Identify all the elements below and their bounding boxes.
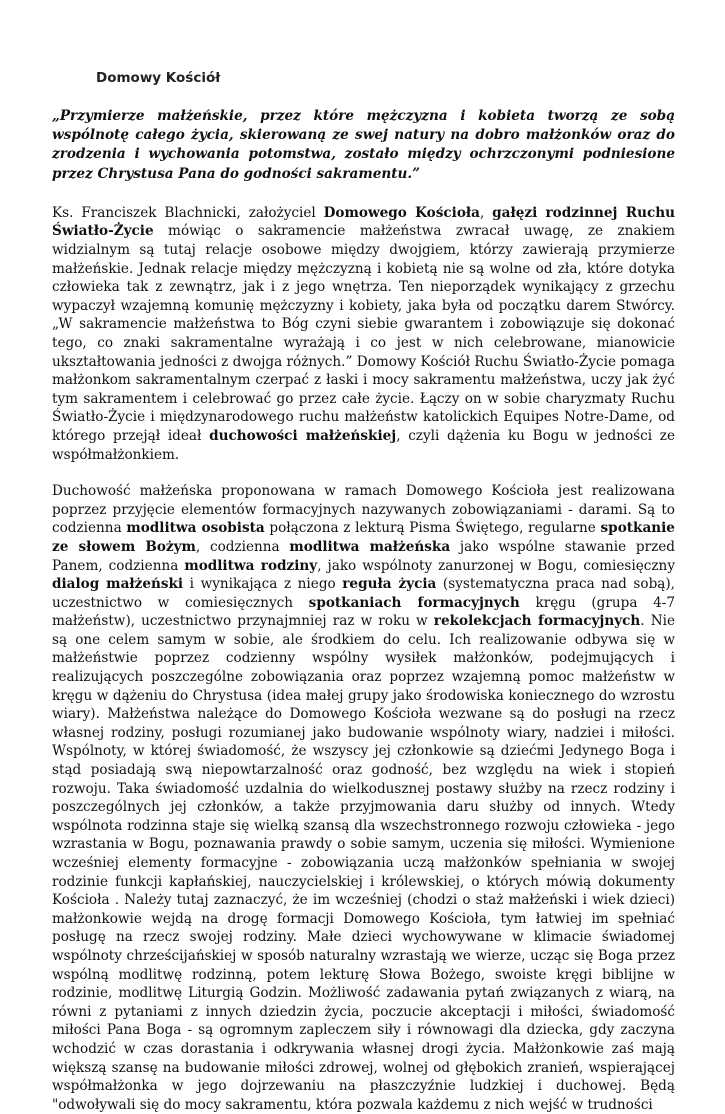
paragraph-text: Duchowość małżeńska proponowana w ramach Domowego Kościoła jest realizowana poprzez przyjęcie elementów formacyjnych nazywanych zobowiązaniami - darami. Są to codzienna xyxy=(52,483,675,537)
paragraph-text: kręgu (grupa 4-7 małżeństw), uczestnictwo przynajmniej raz w roku w xyxy=(52,594,675,630)
bold-term: rekolekcjach formacyjnych xyxy=(433,613,641,630)
paragraph-text: mówiąc o sakramencie małżeństwa zwracał uwagę, ze znakiem widzialnym są tutaj relacje osobowe między dwojgiem, którzy zawierają przymierze małżeńskie. Jednak relacje między mężczyzną i kobietą nie są wolne od zła, które dotyka człowieka tak z zewnątrz, jak i z jego wnętrza. Ten nieporządek wynikający z grzechu wypaczył wzajemną komunię mężczyzny i kobiety, jaka była od początku darem Stwórcy. „W sakramencie małżeństwa to Bóg czyni siebie gwarantem i zobowiązuje się dokonać tego, co znaki sakramentalne wyrażają i co jest w nich celebrowane, mianowicie ukształtowania jedności z dwojga różnych.” Domowy Kościół Ruchu Światło-Życie pomaga małżonkom sakramentalnym czerpać z łaski i mocy sakramentu małżeństwa, uczy jak żyć tym sakramentem i celebrować go przez całe życie. Łączy on w sobie charyzmaty Ruchu Światło-Życie i międzynarodowego ruchu małżeństw katolickich Equipes Notre-Dame, od którego przejął ideał xyxy=(52,223,676,444)
paragraph-text: i wynikająca z niego xyxy=(183,576,343,593)
bold-term: dialog małżeński xyxy=(52,576,184,593)
paragraph-text: jako wspólne stawanie przed Panem, codzienna xyxy=(52,538,676,574)
bold-term: reguła życia xyxy=(342,576,437,593)
paragraph-1 xyxy=(52,204,675,464)
bold-term: modlitwa osobista xyxy=(126,520,265,537)
bold-term: gałęzi rodzinnej Ruchu Światło-Życie xyxy=(52,204,675,240)
document-title: Domowy Kościół xyxy=(96,70,221,86)
paragraph-text: , codzienna xyxy=(195,538,290,555)
paragraph-text: , xyxy=(479,204,493,221)
paragraph-text: , jako wspólnoty zanurzonej w Bogu, comiesięczny xyxy=(317,557,675,574)
paragraph-text: połączona z lekturą Pisma Świętego, regularne xyxy=(264,520,601,537)
paragraph-text: (systematyczna praca nad sobą), uczestnictwo w comiesięcznych xyxy=(52,576,675,611)
bold-term: modlitwa małżeńska xyxy=(289,538,451,555)
bold-term: modlitwa rodziny xyxy=(184,557,318,574)
bold-term: Domowego Kościoła xyxy=(323,204,480,221)
opening-quote: „Przymierze małżeńskie, przez które mężczyzna i kobieta tworzą ze sobą wspólnotę całego życia, skierowaną ze swej natury na dobro małżonków oraz do zrodzenia i wychowania potomstwa, zostało między ochrzczonymi podniesione przez Chrystusa Pana do godności sakramentu.” xyxy=(52,108,675,182)
bold-term: spotkanie ze słowem Bożym xyxy=(52,520,675,555)
paragraph-text: , czyli dążenia ku Bogu w jedności ze współmałżonkiem. xyxy=(52,427,675,463)
paragraph-text: . Nie są one celem samym w sobie, ale środkiem do celu. Ich realizowanie odbywa się w małżeństwie poprzez codzienny wspólny wysiłek małżonków, podejmujących i realizujących poszczególne zobowiązania oraz poprzez wzajemną pomoc małżeństw w kręgu w dążeniu do Chrystusa (idea małej grupy jako środowiska koniecznego do wzrostu wiary). Małżeństwa należące do Domowego Kościoła wezwane są do posługi na rzecz własnej rodziny, posługi rozumianej jako budowanie wspólnoty wiary, nadziei i miłości. Wspólnoty, w której świadomość, że wszyscy jej członkowie są dziećmi Jedynego Boga i stąd posiadają swą niepowtarzalność oraz godność, bez względu na wiek i stopień rozwoju. Taka świadomość uzdalnia do wielkodusznej postawy służby na rzecz rodziny i poszczególnych jej członków, a także przyjmowania daru służby od innych. Wtedy wspólnota rodzinna staje się wielką szansą dla wszechstronnego rozwoju człowieka - jego wzrastania w Bogu, poznawania prawdy o sobie samym, uczenia się miłości. Wymienione wcześniej elementy formacyjne - zobowiązania uczą małżonków spełniania w swojej rodzinie funkcji kapłańskiej, nauczycielskiej i królewskiej, o których mówią dokumenty Kościoła . Należy tutaj zaznaczyć, że im wcześniej (chodzi o staż małżeński i wiek dzieci) małżonkowie wejdą na drogę formacji Domowego Kościoła, tym łatwiej im spełniać posługę na rzecz swojej rodziny. Małe dzieci wychowywane w klimacie świadomej wspólnoty chrześcijańskiej w sposób naturalny wzrastają we wierze, ucząc się Boga przez wspólną modlitwę rodzinną, potem lekturę Słowa Bożego, swoiste kręgi biblijne w rodzinie, modlitwę Liturgią Godzin. Możliwość zadawania pytań związanych z wiarą, na równi z pytaniami z innych dziedzin życia, poczucie akceptacji i miłości, świadomość miłości Pana Boga - są ogromnym zapleczem siły i równowagi dla dziecka, gdy zaczyna wchodzić w czas dorastania i odkrywania własnej drogi życia. Małżonkowie zaś mają większą szansę na budowanie miłości zdrowej, wolnej od głębokich zranień, wspierającej współmałżonka w jego dojrzewaniu na płaszczyźnie ludzkiej i duchowej. Będą "odwoływali się do mocy sakramentu, która pozwala każdemu z nich wejść w trudności xyxy=(52,613,675,1113)
bold-term: duchowości małżeńskiej xyxy=(209,427,397,444)
paragraph-text: Ks. Franciszek Blachnicki, założyciel xyxy=(52,204,324,221)
bold-term: spotkaniach formacyjnych xyxy=(308,594,520,611)
paragraph-2 xyxy=(52,482,675,1114)
